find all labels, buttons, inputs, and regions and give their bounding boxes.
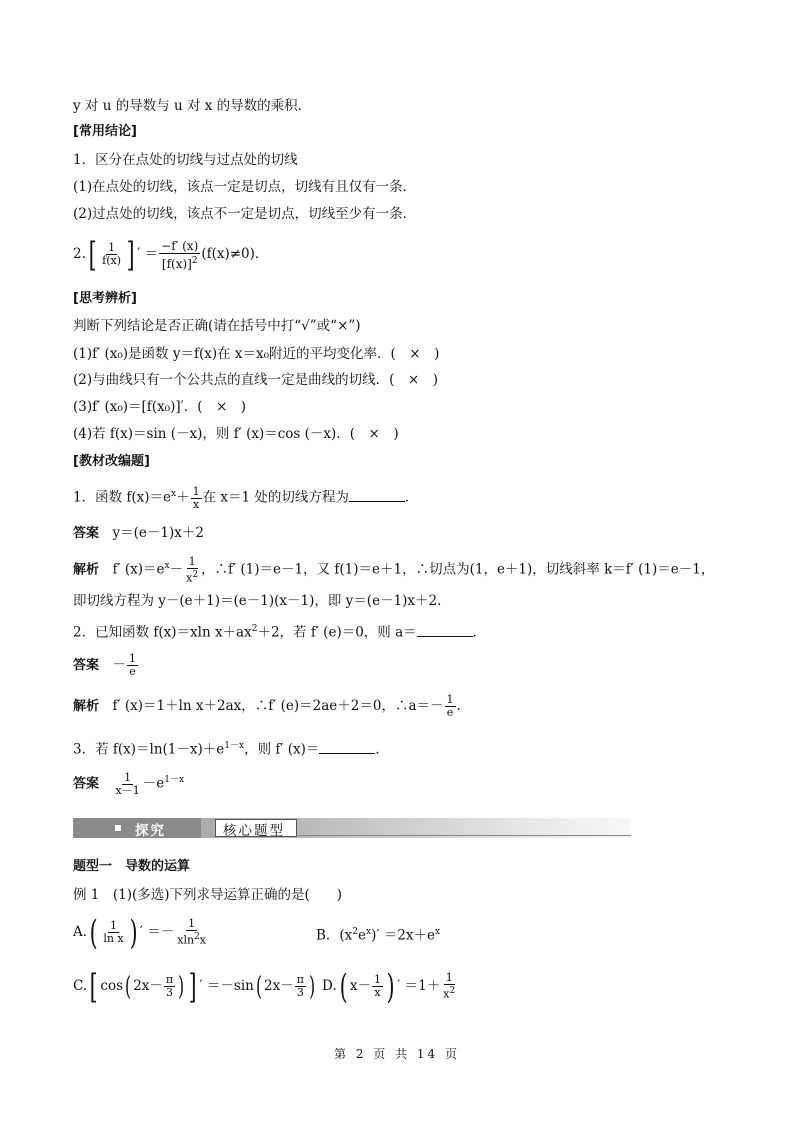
option-b: B．$(x^2e^x)' =2x+e^x$ xyxy=(316,927,441,944)
question-1: 1．函数 $f(x)=e^x+$ $\frac{1}{x}$ 在 x＝1 处的切线方程为 ． xyxy=(73,484,419,511)
banner-title-explore: 探究 xyxy=(135,823,166,839)
example-1: 例 1 (1)(多选)下列求导运算正确的是( ) xyxy=(73,887,343,903)
answer-blank-3 xyxy=(319,740,375,754)
option-d: D.( x－ $\frac{1}{x}$ ) ′ ＝1＋ $\frac{1}{x^2}$ xyxy=(322,966,456,1007)
formula-numerator: −f′ (x) xyxy=(161,238,199,253)
heading-textbook: [教材改编题] xyxy=(73,454,150,469)
page-footer: 第 2 页 共 14 页 xyxy=(334,1047,460,1061)
conclusion-1a: (1)在点处的切线，该点一定是切点，切线有且仅有一条． xyxy=(73,179,417,195)
explanation-1-line-2: 即切线方程为 y－(e＋1)＝(e－1)(x－1)，即 y＝(e－1)x＋2. xyxy=(73,593,442,609)
judge-item-1: (1)f′ (x₀)是函数 y＝f(x)在 x＝x₀附近的平均变化率．( × ) xyxy=(73,346,440,362)
judge-item-2: (2)与曲线只有一个公共点的直线一定是曲线的切线．( × ) xyxy=(73,372,438,388)
formula-denominator: [f(x)] xyxy=(161,256,192,271)
formula-condition: (f(x)≠0)． xyxy=(201,246,269,262)
banner-bullet-icon xyxy=(115,825,121,831)
answer-2: 答案 － $\frac{1}{e}$ xyxy=(73,652,137,678)
conclusion-1: 1．区分在点处的切线与过点处的切线 xyxy=(73,152,298,168)
conclusion-1b: (2)过点处的切线，该点不一定是切点，切线至少有一条． xyxy=(73,206,417,222)
section-banner xyxy=(73,818,631,838)
banner-title-core: 核心题型 xyxy=(223,823,285,839)
conclusion-2-formula: 2.[ $\frac{1}{f(x)}$ ] ′ ＝ $\frac{-f' (x)}{[f(x)]^2}$ (f(x)≠0)． xyxy=(73,234,269,275)
topic-1-heading: 题型一 导数的运算 xyxy=(73,859,191,874)
option-a: A.( $\frac{1}{\text{ln x}}$ ) ′ ＝－ $\frac{1}{xln^2x}$ xyxy=(73,912,207,953)
heading-thinking: [思考辨析] xyxy=(73,291,137,306)
explanation-2: 解析 f′ (x)＝1＋ln x＋2ax，∴f′ (e)＝2ae＋2＝0，∴a＝－ $\frac{1}{e}$ . xyxy=(73,693,461,719)
judge-item-4: (4)若 f(x)＝sin (－x)，则 f′ (x)＝cos (－x)．( × ) xyxy=(73,426,399,442)
answer-3: 答案 $\frac{1}{x-1}$ $-e^{1-x}$ xyxy=(73,770,185,797)
option-c: C.[ cos( 2x－ $\frac{\pi}{3}$ ) ] ′ ＝－sin( 2x－ $\frac{\pi}{3}$ ) xyxy=(73,966,316,1007)
answer-1: 答案 y＝(e－1)x＋2 xyxy=(73,525,204,541)
answer-blank-1 xyxy=(349,488,405,502)
heading-common-conclusions: [常用结论] xyxy=(73,124,137,139)
banner-underline xyxy=(298,835,631,836)
explanation-1: 解析 f′ $(x)=e^x-$ $\frac{1}{x^2}$ ，∴f′ (1)＝e－1，又 f(1)＝e＋1，∴切点为(1，e＋1)，切线斜率 k＝f′ (1)＝e－1， xyxy=(73,554,715,585)
question-2: 2．已知函数 f(x)＝xln $x+ax^2+2$，若 f′ (e)＝0，则 a＝ ． xyxy=(73,624,487,641)
judge-item-3: (3)f′ (x₀)＝[f(x₀)]′．( × ) xyxy=(73,399,247,415)
answer-label: 答案 xyxy=(73,526,100,541)
explanation-label: 解析 xyxy=(73,562,100,578)
intro-text: y 对 u 的导数与 u 对 x 的导数的乘积． xyxy=(73,98,312,114)
question-3: 3．若 $f(x)=\ln(1-x)+e^{1-x}$，则 f′ (x)＝ ． xyxy=(73,741,389,758)
judge-instruction: 判断下列结论是否正确(请在括号中打“√”或“×”) xyxy=(73,318,361,334)
answer-blank-2 xyxy=(417,623,473,637)
